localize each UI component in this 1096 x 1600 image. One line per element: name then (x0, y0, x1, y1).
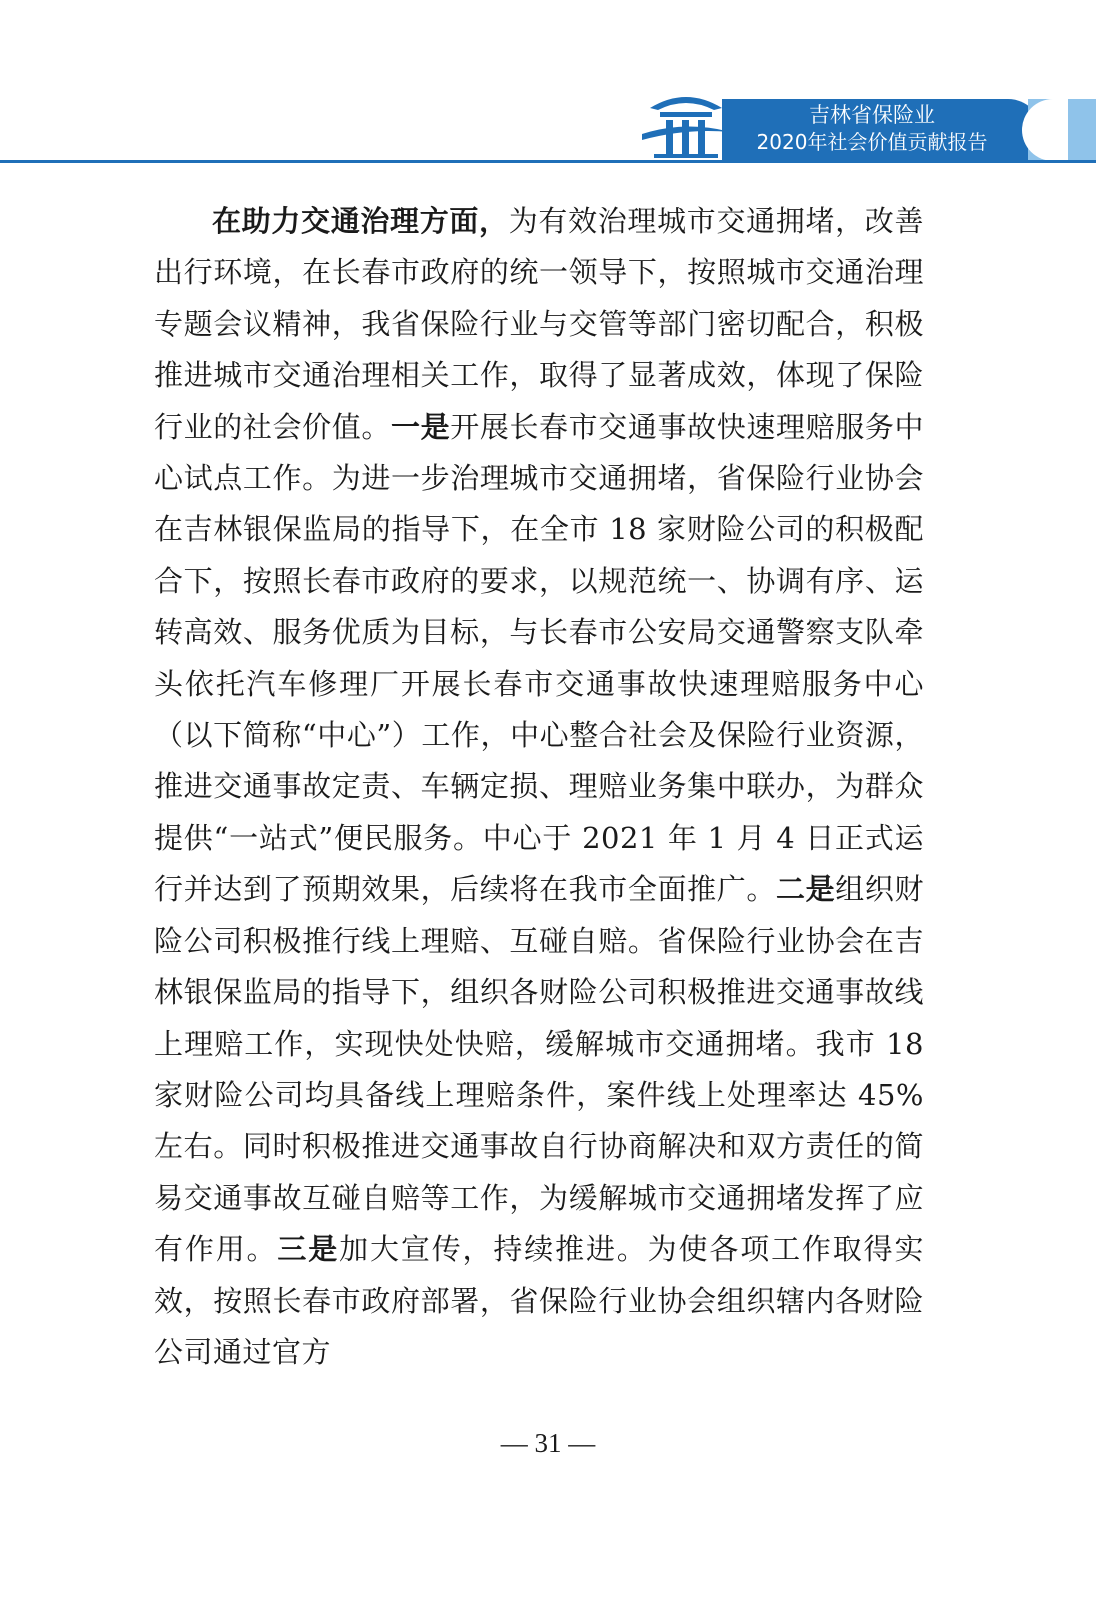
report-title-line2: 2020年社会价值贡献报告 (756, 130, 988, 154)
page-header (0, 0, 1096, 170)
page-number: — 31 — (500, 1428, 596, 1458)
report-title (722, 102, 1022, 156)
point-one-label: 一是 (390, 409, 451, 444)
point-two-text: 组织财险公司积极推行线上理赔、互碰自赔。省保险行业协会在吉林银保监局的指导下，组织各财险公司积极推进交通事故线上理赔工作，实现快处快赔，缓解城市交通拥堵。我市 18 家财险公司均具备线上理赔条件，案件线上处理率达 45%左右。同时积极推进交通事故自行协商解决和双方责任的简易交通事故互碰自赔等工作，为缓解城市交通拥堵发挥了应有作用。 (154, 872, 924, 1267)
report-title-line1: 吉林省保险业 (809, 103, 935, 127)
point-one-text: 开展长春市交通事故快速理赔服务中心试点工作。为进一步治理城市交通拥堵，省保险行业协会在吉林银保监局的指导下，在全市 18 家财险公司的积极配合下，按照长春市政府的要求，以规范统一、协调有序、运转高效、服务优质为目标，与长春市公安局交通警察支队牵头依托汽车修理厂开展长春市交通事故快速理赔服务中心（以下简称“中心”）工作，中心整合社会及保险行业资源，推进交通事故定责、车辆定损、理赔业务集中联办，为群众提供“一站式”便民服务。中心于 2021 年 1 月 4 日正式运行并达到了预期效果，后续将在我市全面推广。 (154, 409, 924, 907)
insurance-association-logo-icon (640, 90, 732, 162)
header-rule (0, 160, 1096, 163)
body-paragraph (154, 196, 924, 1378)
point-two-label: 二是 (775, 872, 836, 907)
intro-text: 为有效治理城市交通拥堵，改善出行环境，在长春市政府的统一领导下，按照城市交通治理专题会议精神，我省保险行业与交管等部门密切配合，积极推进城市交通治理相关工作，取得了显著成效，体现了保险行业的社会价值。 (154, 204, 924, 444)
point-three-text: 加大宣传，持续推进。为使各项工作取得实效，按照长春市政府部署，省保险行业协会组织辖内各财险公司通过官方 (154, 1232, 924, 1369)
section-lead-traffic: 在助力交通治理方面， (212, 204, 509, 238)
point-three-label: 三是 (277, 1232, 340, 1267)
